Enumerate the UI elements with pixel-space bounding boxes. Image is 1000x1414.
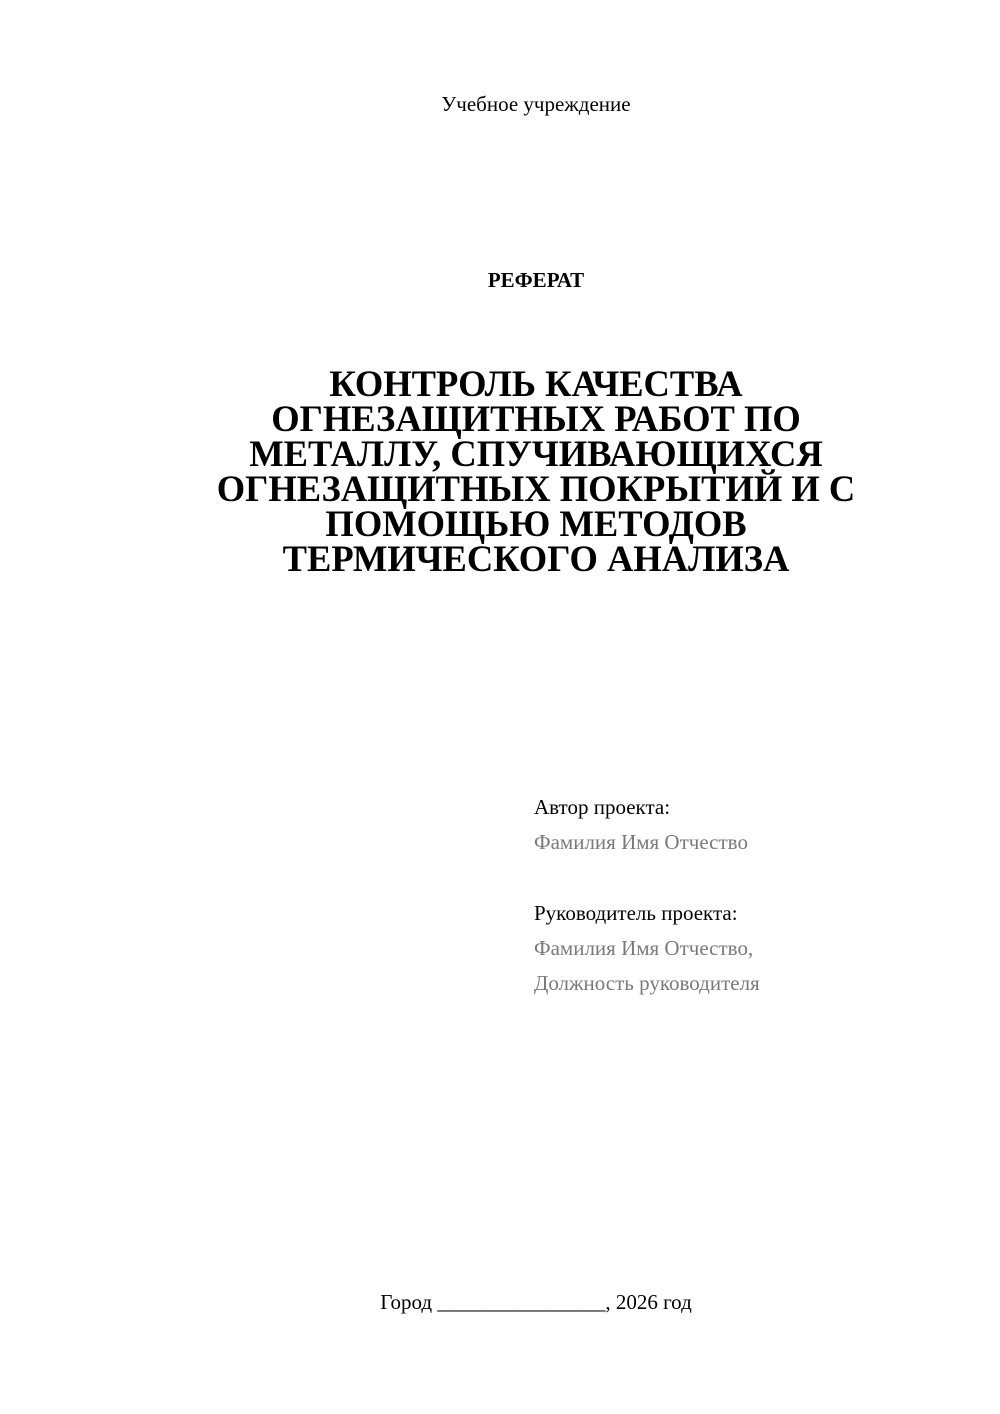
supervisor-position: Должность руководителя (534, 971, 760, 995)
document-type: РЕФЕРАТ (487, 268, 585, 292)
supervisor-label: Руководитель проекта: (534, 901, 738, 925)
credits-block (534, 790, 974, 1001)
document-title: КОНТРОЛЬ КАЧЕСТВА ОГНЕЗАЩИТНЫХ РАБОТ ПО МЕТАЛЛУ, СПУЧИВАЮЩИХСЯ ОГНЕЗАЩИТНЫХ ПОКРЫТИЙ И С ПОМОЩЬЮ МЕТОДОВ ТЕРМИЧЕСКОГО АНАЛИЗА (216, 363, 856, 579)
supervisor-name: Фамилия Имя Отчество, (534, 936, 754, 960)
credits-spacer (534, 860, 974, 896)
author-label: Автор проекта: (534, 795, 671, 819)
author-name: Фамилия Имя Отчество (534, 830, 748, 854)
city-year-line: Город ________________, 2026 год (380, 1290, 692, 1314)
institution-name: Учебное учреждение (441, 92, 631, 116)
